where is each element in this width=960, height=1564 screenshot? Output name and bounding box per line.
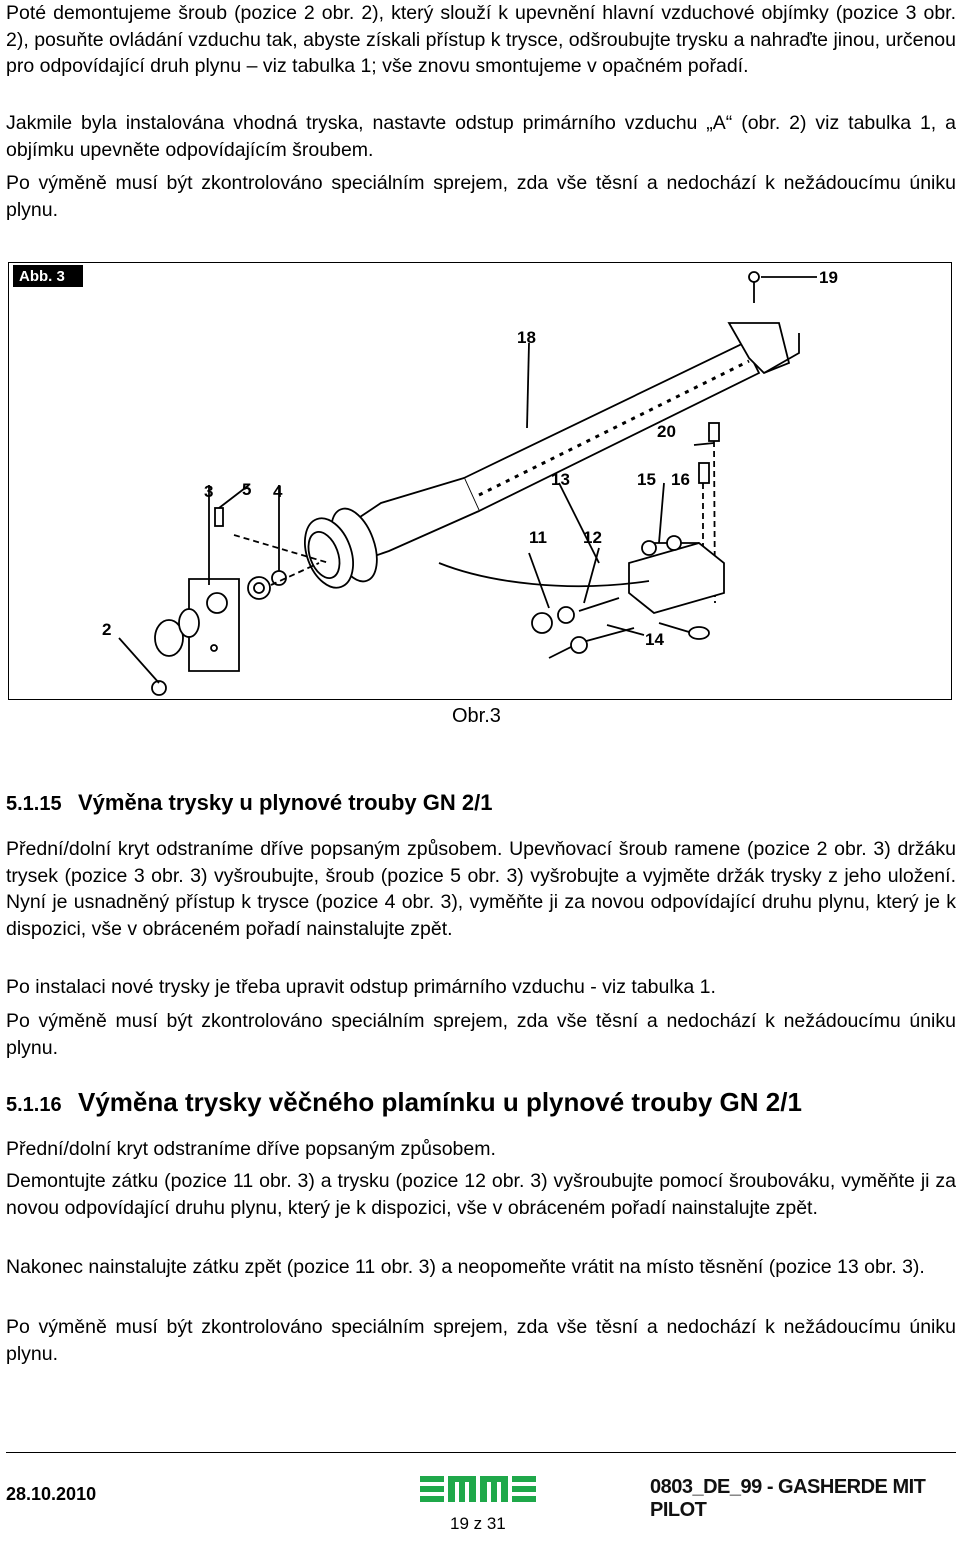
intro-paragraph-2: Jakmile byla instalována vhodná tryska, nastavte odstup primárního vzduchu „A“ (obr. 2) viz tabulka 1, a objímku upevněte odpovídajícím šroubem. [6,112,956,161]
emme-logo [420,1476,540,1502]
label-4: 4 [273,482,283,501]
intro-paragraph-1: Poté demontujeme šroub (pozice 2 obr. 2), který slouží k upevnění hlavní vzduchové objímky (pozice 3 obr. 2), posuňte ovládání vzduchu tak, abyste získali přístup k trysce, odšroubujte trysku a nahraďte jinou, určenou pro odpovídající druh plynu – viz tabulka 1; vše znovu smontujeme v opačném pořadí. [6,2,956,77]
section2-paragraph-1: Přední/dolní kryt odstraníme dříve popsaným způsobem. [6,1138,496,1160]
label-20: 20 [657,422,676,441]
label-15: 15 [637,470,656,489]
section-title: Výměna trysky u plynové trouby GN 2/1 [78,790,493,815]
section-number: 5.1.15 [6,793,62,815]
figure-caption: Obr.3 [452,705,501,727]
label-2: 2 [102,620,112,639]
burner-exploded-drawing [9,263,950,698]
label-11: 11 [529,528,547,547]
section2-paragraph-3: Nakonec nainstalujte zátku zpět (pozice 11 obr. 3) a neopomeňte vrátit na místo těsnění (pozice 13 obr. 3). [6,1256,925,1278]
section2-paragraph-2: Demontujte zátku (pozice 11 obr. 3) a trysku (pozice 12 obr. 3) vyšroubujte pomocí šroubováku, vyměňte ji za novou odpovídající druhu plynu, který je k dispozici, vše v obráceném pořadí nainstalujte zpět. [6,1170,956,1219]
label-19: 19 [819,268,838,287]
section-heading-5-1-15 [6,790,492,816]
section2-paragraph-4: Po výměně musí být zkontrolováno speciálním sprejem, zda vše těsní a nedochází k nežádoucímu úniku plynu. [6,1316,956,1365]
label-13: 13 [551,470,570,489]
intro-paragraph-3: Po výměně musí být zkontrolováno speciálním sprejem, zda vše těsní a nedochází k nežádoucímu úniku plynu. [6,172,956,221]
section-heading-5-1-16 [6,1087,802,1118]
label-16: 16 [671,470,690,489]
exploded-diagram-figure [8,262,952,700]
label-14: 14 [645,630,664,649]
label-3: 3 [204,482,214,501]
section1-paragraph-2: Po instalaci nové trysky je třeba upravit odstup primárního vzduchu - viz tabulka 1. [6,976,716,998]
label-18: 18 [517,328,536,347]
section1-paragraph-1: Přední/dolní kryt odstraníme dříve popsaným způsobem. Upevňovací šroub ramene (pozice 2 obr. 3) držáku trysek (pozice 3 obr. 3) vyšroubujte, šroub (pozice 5 obr. 3) vyšrobujte a vyjměte držák trysky z jeho uložení. Nyní je usnadněný přístup k trysce (pozice 4 obr. 3), vyměňte ji za novou odpovídající druhu plynu, který je k dispozici, vše v obráceném pořadí nainstalujte zpět. [6,838,956,940]
label-12: 12 [583,528,602,547]
footer-page-number: 19 z 31 [450,1514,506,1533]
label-5: 5 [242,480,252,499]
section-number: 5.1.16 [6,1094,62,1116]
section-title: Výměna trysky věčného plamínku u plynové trouby GN 2/1 [78,1087,802,1117]
footer-divider [6,1452,956,1453]
section1-paragraph-3: Po výměně musí být zkontrolováno speciálním sprejem, zda vše těsní a nedochází k nežádoucímu úniku plynu. [6,1010,956,1059]
figure-tag: Abb. 3 [19,268,65,285]
footer-date: 28.10.2010 [6,1484,97,1504]
footer-doc-id: 0803_DE_99 - GASHERDE MIT PILOT [650,1476,926,1521]
